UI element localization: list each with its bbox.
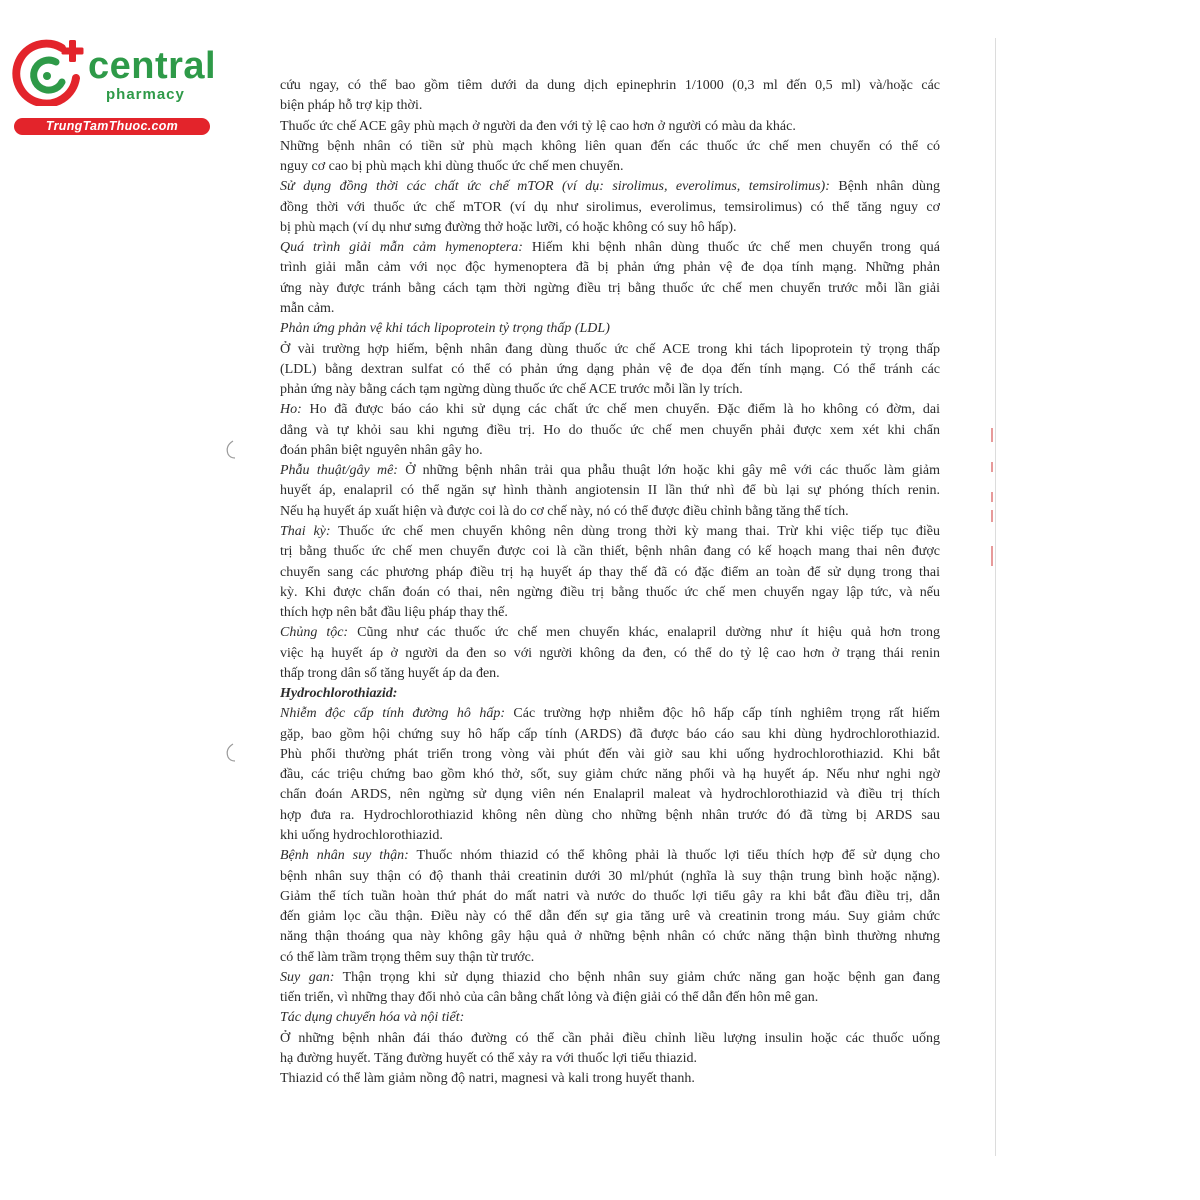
text-line [280,1008,940,1028]
text-line [280,177,940,197]
text-line [280,380,940,400]
line-text: Ở vài trường hợp hiếm, bệnh nhân đang dùng thuốc ức chế ACE trong khi tách lipoprotein tỷ trọng thấp [280,341,940,357]
text-line [280,157,940,177]
text-line [280,117,940,137]
text-line [280,583,940,603]
text-line [280,745,940,765]
text-line [280,542,940,562]
line-text: Ở những bệnh nhân trải qua phẫu thuật lớn hoặc khi gây mê với các thuốc làm giảm [405,463,940,479]
text-line [280,137,940,157]
line-text: năng thận thoáng qua này không gây hậu quả ở những bệnh nhân có chức năng thận bình thường nhưng [280,929,940,945]
text-line [280,644,940,664]
text-line [280,522,940,542]
line-text: gặp, bao gồm hội chứng suy hô hấp cấp tính (ARDS) đã được báo cáo sau khi dùng hydrochlorothiazid. [280,726,940,742]
line-text: hạ đường huyết. Tăng đường huyết có thể xảy ra với thuốc lợi tiểu thiazid. [280,1051,697,1066]
line-text: thích hợp nên bắt đầu liệu pháp thay thế. [280,605,508,620]
line-text: đồng thời với thuốc ức chế mTOR (ví dụ như sirolimus, everolimus, temsirolimus) có thể tăng nguy cơ [280,199,940,215]
line-text: trình giải mẫn cảm với nọc độc hymenoptera đã bị phản ứng phản vệ đe dọa tính mạng. Những phản [280,260,940,276]
paragraph-lead: Chủng tộc: [280,625,349,641]
text-line [280,785,940,805]
section-heading-text: Hydrochlorothiazid: [280,686,398,702]
text-line [280,279,940,299]
text-line [280,765,940,785]
text-line [280,927,940,947]
text-line [280,988,940,1008]
line-text: bị phù mạch (ví dụ như sưng đường thở hoặc lưỡi, có hoặc không có suy hô hấp). [280,219,737,235]
line-text: Ho đã được báo cáo khi sử dụng các chất ức chế men chuyển. Đặc điểm là ho không có đờm, dai [309,402,940,418]
line-text: dẳng và tự khỏi sau khi ngưng điều trị. Ho do thuốc ức chế men chuyển phải được xem xét khi chẩn [280,422,940,438]
line-text: thấp trong dân số tăng huyết áp da đen. [280,665,500,681]
text-line [280,664,940,684]
paragraph-lead: Phẫu thuật/gây mê: [280,463,398,479]
text-line [280,96,940,116]
brand-subtitle: pharmacy [106,86,185,103]
text-line [280,340,940,360]
paragraph-lead: Bệnh nhân suy thận: [280,848,409,864]
paragraph-lead: Sử dụng đồng thời các chất ức chế mTOR (ví dụ: sirolimus, everolimus, temsirolimus): [280,179,830,195]
text-line [280,421,940,441]
line-text: có thể làm trầm trọng thêm suy thận từ trước. [280,949,535,965]
text-line [280,968,940,988]
text-line [280,623,940,643]
line-text: Các trường hợp nhiễm độc hô hấp cấp tính nghiêm trọng rất hiếm [513,706,940,722]
text-line [280,258,940,278]
text-line [280,704,940,724]
text-line [280,198,940,218]
text-line [280,319,940,339]
text-line [280,867,940,887]
paragraph-lead: Nhiễm độc cấp tính đường hô hấp: [280,706,505,722]
line-text: đoán phân biệt nguyên nhân gây ho. [280,442,483,458]
text-line [280,441,940,461]
line-text: Thuốc ức chế men chuyển không nên dùng trong thời kỳ mang thai. Trừ khi việc tiếp tục điều [338,523,940,539]
text-line [280,238,940,258]
line-text: huyết áp, enalapril có thể ngăn sự hình thành angiotensin II lần thứ nhì để bù lại sự phóng thích renin. [280,483,940,499]
text-line [280,400,940,420]
text-line [280,461,940,481]
text-line [280,360,940,380]
paragraph-lead: Phản ứng phản vệ khi tách lipoprotein tỷ trọng thấp (LDL) [280,321,610,337]
line-text: Thuốc ức chế ACE gây phù mạch ở người da đen với tỷ lệ cao hơn ở người có màu da khác. [280,118,796,134]
text-line [280,948,940,968]
text-line [280,1029,940,1049]
text-line [280,563,940,583]
text-line [280,907,940,927]
line-text: đầu, các triệu chứng bao gồm khó thở, sốt, suy giảm chức năng phổi và hạ huyết áp. Nếu như nghi ngờ [280,767,940,783]
line-text: Những bệnh nhân có tiền sử phù mạch không liên quan đến các thuốc ức chế men chuyển có thể có [280,138,940,154]
brand-website-banner: TrungTamThuoc.com [14,118,210,135]
line-text: Bệnh nhân dùng [838,179,940,195]
line-text: trị bằng thuốc ức chế men chuyển được coi là cần thiết, bệnh nhân đang có kế hoạch mang thai nên được [280,544,940,560]
line-text: biện pháp hỗ trợ kịp thời. [280,98,423,114]
line-text: chẩn đoán ARDS, nên ngừng sử dụng viên nén Enalapril maleat và hydrochlorothiazid và điều trị thích [280,787,940,803]
paragraph-lead: Ho: [280,402,302,418]
text-line [280,481,940,501]
line-text: Thận trọng khi sử dụng thiazid cho bệnh nhân suy giảm chức năng gan hoặc bệnh gan đang [342,969,940,985]
line-text: cứu ngay, có thể bao gồm tiêm dưới da dung dịch epinephrin 1/1000 (0,3 ml đến 0,5 ml) và/hoặc các [280,78,940,93]
line-text: Nếu hạ huyết áp xuất hiện và được coi là do cơ chế này, nó có thể được điều chỉnh bằng tăng thể tích. [280,503,849,519]
line-text: khi uống hydrochlorothiazid. [280,828,443,843]
text-line [280,1069,940,1089]
line-text: Thuốc nhóm thiazid có thể không phải là thuốc lợi tiểu thích hợp để sử dụng cho [416,848,940,864]
line-text: hợp đưa ra. Hydrochlorothiazid không nên dùng cho những bệnh nhân trước đó đã từng bị ARDS sau [280,807,940,823]
line-text: (LDL) bằng dextran sulfat có thể có phản ứng dạng phản vệ đe dọa đến tính mạng. Có thể tránh các [280,361,940,377]
line-text: Thiazid có thể làm giảm nồng độ natri, magnesi và kali trong huyết thanh. [280,1071,695,1087]
line-text: Cũng như các thuốc ức chế men chuyển khác, enalapril dường như ít hiệu quả hơn trong [357,625,940,641]
line-text: tiến triển, vì những thay đổi nhỏ của cân bằng chất lỏng và điện giải có thể dẫn đến hôn mê gan. [280,990,819,1006]
text-line [280,806,940,826]
line-text: bệnh nhân suy thận có độ thanh thải creatinin dưới 30 ml/phút (nghĩa là suy thận trung bình hoặc nặng). [280,868,940,884]
line-text: ứng này được tránh bằng cách tạm thời ngừng điều trị bằng thuốc ức chế men chuyển trước mỗi lần giải [280,280,940,296]
line-text: phản ứng này bằng cách tạm ngừng dùng thuốc ức chế ACE trước mỗi lần ly trích. [280,382,743,398]
text-line [280,887,940,907]
line-text: kỳ. Khi được chẩn đoán có thai, nên ngừng điều trị bằng thuốc ức chế men chuyển ngay lập tức, và nếu [280,584,940,600]
brand-name: central [88,45,217,87]
line-text: nguy cơ cao bị phù mạch khi dùng thuốc ức chế men chuyển. [280,159,624,175]
line-text: Hiếm khi bệnh nhân dùng thuốc ức chế men chuyển trong quá [531,240,940,256]
paragraph-lead: Tác dụng chuyển hóa và nội tiết: [280,1010,465,1026]
paragraph-lead: Thai kỳ: [280,523,331,539]
text-line [280,725,940,745]
line-text: Ở những bệnh nhân đái tháo đường có thể cần phải điều chỉnh liều lượng insulin hoặc các thuốc uống [280,1030,940,1046]
text-line [280,846,940,866]
text-line [280,603,940,623]
text-line [280,299,940,319]
text-line [280,502,940,522]
paragraph-lead: Quá trình giải mẫn cảm hymenoptera: [280,240,523,256]
text-line [280,218,940,238]
line-text: đến giảm lọc cầu thận. Điều này có thể dẫn đến sự gia tăng urê và creatinin trong máu. Suy giảm chức [280,909,940,925]
section-heading [280,684,940,704]
text-line [280,1049,940,1069]
line-text: Giảm thể tích tuần hoàn thứ phát do mất natri và nước do thuốc lợi tiểu gây ra khi bắt đầu điều trị, dẫn [280,888,940,904]
paragraph-lead: Suy gan: [280,969,335,985]
text-line [280,76,940,96]
line-text: Phù phổi thường phát triển trong vòng vài phút đến vài giờ sau khi uống hydrochlorothiazid. Khi bắt [280,746,940,762]
line-text: mẫn cảm. [280,301,335,316]
line-text: chuyển sang các phương pháp điều trị hạ huyết áp thay thế đã có đặc điểm an toàn để sử dụng trong thai [280,564,940,580]
line-text: việc hạ huyết áp ở người da đen so với người không da đen, có thể do tỷ lệ cao hơn ở trạng thái renin [280,645,940,661]
text-line [280,826,940,846]
